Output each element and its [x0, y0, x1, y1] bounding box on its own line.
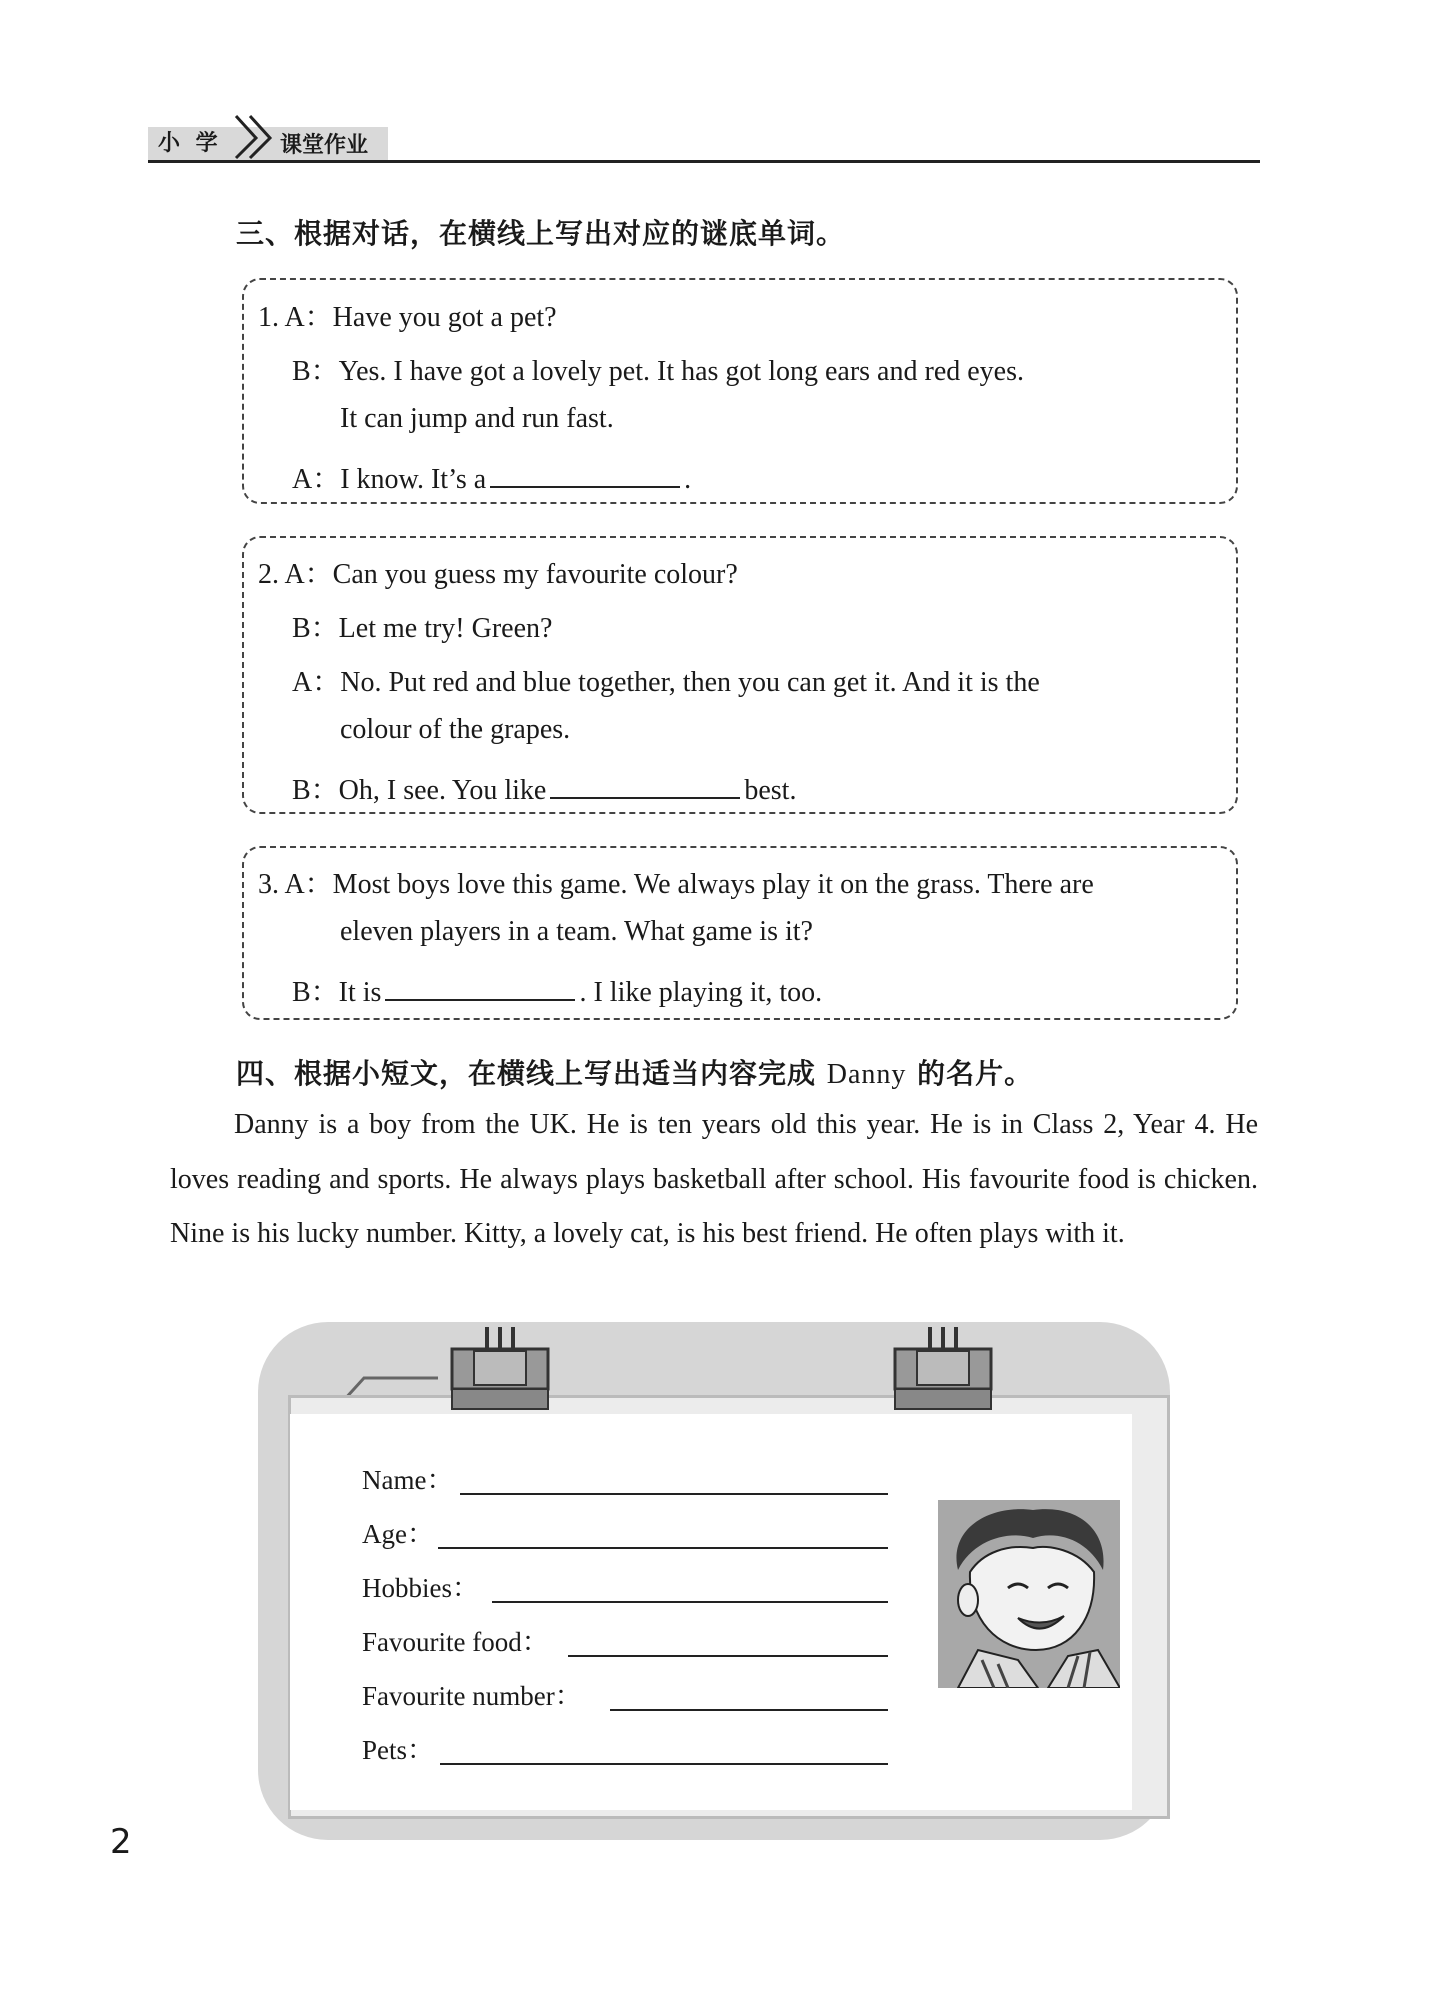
q3-line-3-end: . I like playing it, too.: [579, 977, 823, 1008]
q3-answer-blank[interactable]: [385, 973, 575, 1001]
q1-line-4: [292, 457, 691, 497]
header-series-label: 小 学: [158, 131, 222, 156]
q2-answer-blank[interactable]: [550, 771, 740, 799]
q2-line-5: [292, 768, 796, 808]
q1-line-4-text: A：I know. It’s a: [292, 464, 487, 495]
passage-text: Danny is a boy from the UK. He is ten years old this year. He is in Class 2, Year 4. He loves reading and sports. He always plays basketball after school. His favourite food is chicken. Nine is his lucky number. Kitty, a lovely cat, is his best friend. He often plays with it.: [170, 1109, 1258, 1249]
boy-portrait-icon: [938, 1500, 1120, 1688]
q3-line-2: eleven players in a team. What game is it?: [340, 916, 813, 947]
q2-line-5-end: best.: [744, 775, 797, 806]
card-number-label: Favourite number：: [362, 1681, 582, 1711]
q1-line-1: 1. A：Have you got a pet?: [258, 302, 557, 333]
q1-answer-blank[interactable]: [490, 460, 680, 488]
card-name-input[interactable]: [460, 1493, 888, 1495]
card-hobbies-label: Hobbies：: [362, 1573, 479, 1603]
q2-line-5-text: B：Oh, I see. You like: [292, 775, 547, 806]
q2-line-2: B：Let me try! Green?: [292, 613, 553, 644]
q2-line-4: colour of the grapes.: [340, 714, 571, 745]
card-pets-input[interactable]: [440, 1763, 888, 1765]
header-rule: [148, 160, 1260, 163]
card-name-label: Name：: [362, 1465, 454, 1495]
q3-line-1: 3. A：Most boys love this game. We always play it on the grass. There are: [258, 869, 1094, 900]
card-hobbies-input[interactable]: [492, 1601, 888, 1603]
card-number-input[interactable]: [610, 1709, 888, 1711]
reading-passage: [170, 1098, 1258, 1262]
card-pets-label: Pets：: [362, 1735, 435, 1765]
card-age-input[interactable]: [438, 1547, 888, 1549]
card-age-label: Age：: [362, 1519, 434, 1549]
page-header: [148, 112, 1260, 162]
section4-heading-end: 的名片。: [917, 1057, 1034, 1090]
q1-line-2: B：Yes. I have got a lovely pet. It has got long ears and red eyes.: [292, 356, 1024, 387]
card-food-input[interactable]: [568, 1655, 888, 1657]
double-chevron-icon: [230, 112, 280, 160]
page-number: 2: [110, 1822, 132, 1862]
q1-line-4-end: .: [684, 464, 692, 495]
card-food-label: Favourite food：: [362, 1627, 549, 1657]
binder-clip-left-icon: [450, 1325, 550, 1411]
q3-line-3: [292, 970, 822, 1010]
header-book-title: 课堂作业: [280, 133, 369, 158]
section4-heading-start: 四、根据小短文，在横线上写出适当内容完成: [236, 1057, 817, 1090]
binder-clip-right-icon: [893, 1325, 993, 1411]
section3-heading: 三、根据对话，在横线上写出对应的谜底单词。: [236, 217, 846, 250]
q1-line-3: It can jump and run fast.: [340, 403, 614, 434]
section4-heading: [236, 1052, 1033, 1092]
q2-line-3: A：No. Put red and blue together, then you can get it. And it is the: [292, 667, 1040, 698]
section4-heading-name: Danny: [826, 1059, 907, 1090]
q2-line-1: 2. A：Can you guess my favourite colour?: [258, 559, 738, 590]
q3-line-3-text: B：It is: [292, 977, 382, 1008]
